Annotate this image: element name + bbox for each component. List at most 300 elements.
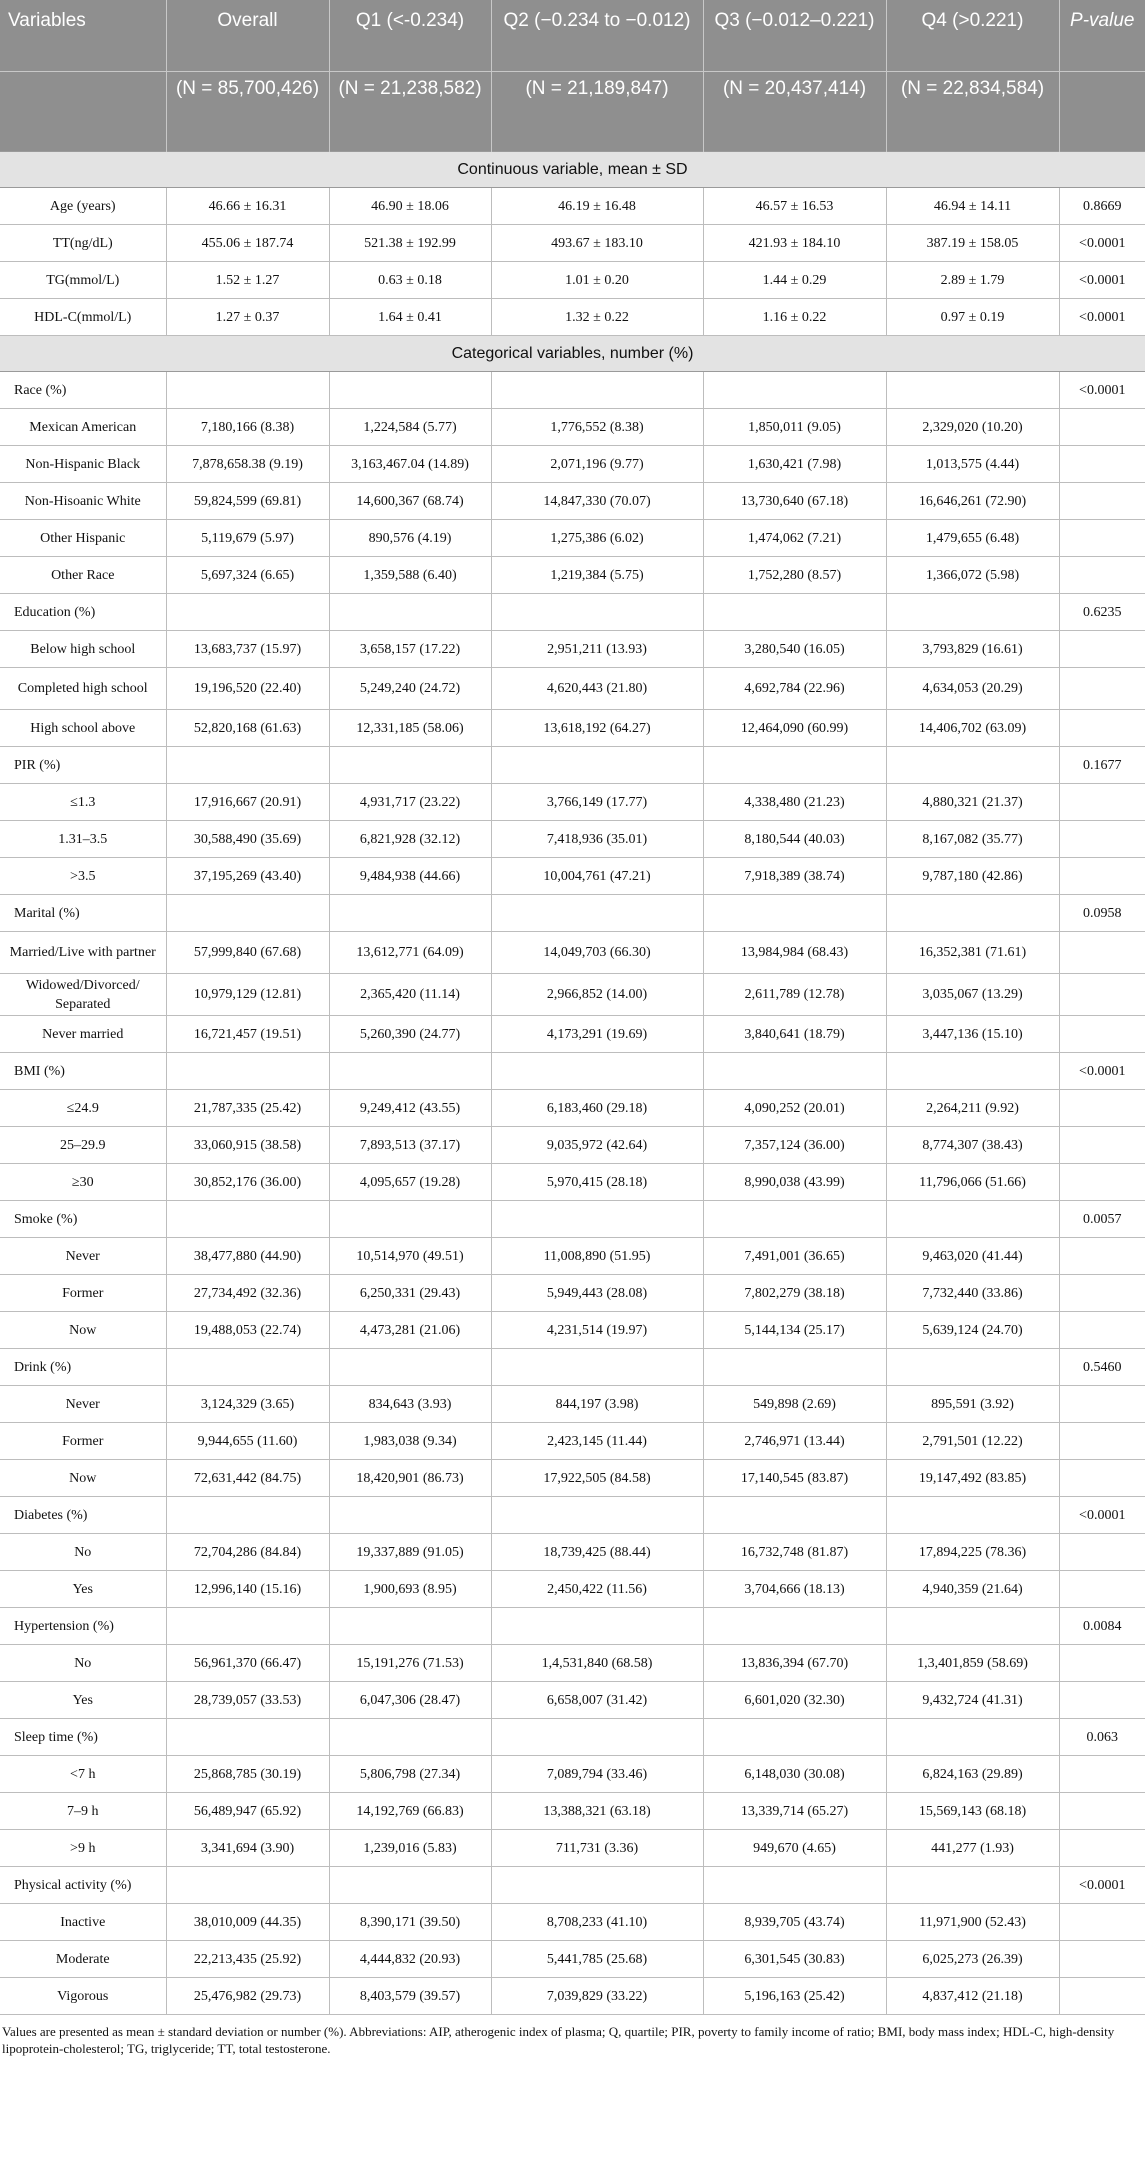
section-label: Continuous variable, mean ± SD <box>0 152 1145 188</box>
value-cell: 13,388,321 (63.18) <box>491 1793 703 1830</box>
p-value-cell <box>1059 1127 1145 1164</box>
p-value-cell: 0.5460 <box>1059 1349 1145 1386</box>
variable-label: Mexican American <box>0 409 166 446</box>
variable-label: <7 h <box>0 1756 166 1793</box>
value-cell: 1,983,038 (9.34) <box>329 1423 491 1460</box>
value-cell: 28,739,057 (33.53) <box>166 1682 329 1719</box>
p-value-cell: <0.0001 <box>1059 262 1145 299</box>
value-cell: 56,489,947 (65.92) <box>166 1793 329 1830</box>
value-cell <box>329 1867 491 1904</box>
value-cell: 13,612,771 (64.09) <box>329 932 491 974</box>
value-cell: 46.57 ± 16.53 <box>703 188 886 225</box>
section-row <box>0 152 1145 188</box>
table-row <box>0 1016 1145 1053</box>
value-cell: 7,802,279 (38.18) <box>703 1275 886 1312</box>
variable-label: Former <box>0 1275 166 1312</box>
value-cell: 1,219,384 (5.75) <box>491 557 703 594</box>
p-value-cell <box>1059 974 1145 1016</box>
value-cell <box>166 1497 329 1534</box>
value-cell: 5,970,415 (28.18) <box>491 1164 703 1201</box>
value-cell: 2,071,196 (9.77) <box>491 446 703 483</box>
value-cell: 7,089,794 (33.46) <box>491 1756 703 1793</box>
table-row <box>0 1682 1145 1719</box>
value-cell: 0.63 ± 0.18 <box>329 262 491 299</box>
header-p-value: P-value <box>1059 0 1145 72</box>
value-cell: 1.16 ± 0.22 <box>703 299 886 336</box>
value-cell: 16,646,261 (72.90) <box>886 483 1059 520</box>
table-row <box>0 1534 1145 1571</box>
value-cell: 17,916,667 (20.91) <box>166 784 329 821</box>
table-row <box>0 1978 1145 2015</box>
value-cell: 11,796,066 (51.66) <box>886 1164 1059 1201</box>
value-cell <box>886 1053 1059 1090</box>
value-cell: 30,588,490 (35.69) <box>166 821 329 858</box>
variable-label: Never <box>0 1386 166 1423</box>
variable-label: Now <box>0 1460 166 1497</box>
p-value-cell: <0.0001 <box>1059 1497 1145 1534</box>
value-cell: 2,611,789 (12.78) <box>703 974 886 1016</box>
p-value-cell <box>1059 668 1145 710</box>
value-cell <box>491 1608 703 1645</box>
variable-label: Moderate <box>0 1941 166 1978</box>
value-cell: 21,787,335 (25.42) <box>166 1090 329 1127</box>
p-value-cell <box>1059 557 1145 594</box>
p-value-cell <box>1059 1571 1145 1608</box>
value-cell <box>886 1719 1059 1756</box>
variable-label: 7–9 h <box>0 1793 166 1830</box>
p-value-cell <box>1059 446 1145 483</box>
p-value-cell <box>1059 631 1145 668</box>
p-value-cell <box>1059 1830 1145 1867</box>
p-value-cell <box>1059 1793 1145 1830</box>
value-cell: 441,277 (1.93) <box>886 1830 1059 1867</box>
header-q1: Q1 (<-0.234) <box>329 0 491 72</box>
value-cell <box>703 1719 886 1756</box>
table-row <box>0 409 1145 446</box>
header-variables: Variables <box>0 0 166 72</box>
table-row <box>0 262 1145 299</box>
table-row <box>0 1423 1145 1460</box>
value-cell: 5,441,785 (25.68) <box>491 1941 703 1978</box>
value-cell: 22,213,435 (25.92) <box>166 1941 329 1978</box>
value-cell <box>329 594 491 631</box>
value-cell: 5,196,163 (25.42) <box>703 1978 886 2015</box>
value-cell <box>491 1053 703 1090</box>
group-row <box>0 747 1145 784</box>
header-q4: Q4 (>0.221) <box>886 0 1059 72</box>
value-cell <box>166 1201 329 1238</box>
value-cell: 387.19 ± 158.05 <box>886 225 1059 262</box>
p-value-cell <box>1059 520 1145 557</box>
header-n-blank-p <box>1059 72 1145 152</box>
value-cell <box>703 1867 886 1904</box>
variable-label: ≤1.3 <box>0 784 166 821</box>
value-cell: 46.19 ± 16.48 <box>491 188 703 225</box>
value-cell: 3,840,641 (18.79) <box>703 1016 886 1053</box>
section-label: Categorical variables, number (%) <box>0 336 1145 372</box>
value-cell: 3,704,666 (18.13) <box>703 1571 886 1608</box>
value-cell: 6,250,331 (29.43) <box>329 1275 491 1312</box>
value-cell <box>491 747 703 784</box>
variable-label: Yes <box>0 1571 166 1608</box>
variable-label: Drink (%) <box>0 1349 166 1386</box>
value-cell: 19,147,492 (83.85) <box>886 1460 1059 1497</box>
value-cell: 6,821,928 (32.12) <box>329 821 491 858</box>
value-cell: 7,180,166 (8.38) <box>166 409 329 446</box>
value-cell: 37,195,269 (43.40) <box>166 858 329 895</box>
value-cell: 6,824,163 (29.89) <box>886 1756 1059 1793</box>
value-cell: 13,683,737 (15.97) <box>166 631 329 668</box>
value-cell: 1,3,401,859 (58.69) <box>886 1645 1059 1682</box>
variable-label: No <box>0 1645 166 1682</box>
value-cell: 15,569,143 (68.18) <box>886 1793 1059 1830</box>
value-cell: 4,444,832 (20.93) <box>329 1941 491 1978</box>
value-cell: 1,474,062 (7.21) <box>703 520 886 557</box>
variable-label: TT(ng/dL) <box>0 225 166 262</box>
value-cell: 6,025,273 (26.39) <box>886 1941 1059 1978</box>
table-header <box>0 0 1145 152</box>
table-row <box>0 1756 1145 1793</box>
value-cell: 2,329,020 (10.20) <box>886 409 1059 446</box>
table-row <box>0 1793 1145 1830</box>
value-cell: 1,366,072 (5.98) <box>886 557 1059 594</box>
value-cell: 5,249,240 (24.72) <box>329 668 491 710</box>
value-cell: 14,406,702 (63.09) <box>886 710 1059 747</box>
header-n-q4: (N = 22,834,584) <box>886 72 1059 152</box>
value-cell <box>329 747 491 784</box>
p-value-cell <box>1059 1682 1145 1719</box>
value-cell: 1,752,280 (8.57) <box>703 557 886 594</box>
table-row <box>0 1460 1145 1497</box>
value-cell: 13,836,394 (67.70) <box>703 1645 886 1682</box>
value-cell <box>886 895 1059 932</box>
p-value-cell <box>1059 1534 1145 1571</box>
value-cell: 12,464,090 (60.99) <box>703 710 886 747</box>
value-cell <box>886 1349 1059 1386</box>
value-cell: 7,878,658.38 (9.19) <box>166 446 329 483</box>
value-cell: 10,979,129 (12.81) <box>166 974 329 1016</box>
value-cell: 5,697,324 (6.65) <box>166 557 329 594</box>
value-cell: 16,352,381 (71.61) <box>886 932 1059 974</box>
p-value-cell <box>1059 1312 1145 1349</box>
value-cell: 25,868,785 (30.19) <box>166 1756 329 1793</box>
variable-label: Vigorous <box>0 1978 166 2015</box>
variable-label: Smoke (%) <box>0 1201 166 1238</box>
header-n-blank <box>0 72 166 152</box>
value-cell: 3,793,829 (16.61) <box>886 631 1059 668</box>
table-body <box>0 152 1145 2015</box>
header-q2: Q2 (−0.234 to −0.012) <box>491 0 703 72</box>
p-value-cell <box>1059 1238 1145 1275</box>
value-cell: 12,331,185 (58.06) <box>329 710 491 747</box>
group-row <box>0 1497 1145 1534</box>
value-cell <box>491 1201 703 1238</box>
p-value-cell <box>1059 1386 1145 1423</box>
value-cell <box>703 895 886 932</box>
value-cell: 30,852,176 (36.00) <box>166 1164 329 1201</box>
p-value-cell <box>1059 1460 1145 1497</box>
variable-label: ≤24.9 <box>0 1090 166 1127</box>
value-cell: 13,984,984 (68.43) <box>703 932 886 974</box>
p-value-cell: 0.8669 <box>1059 188 1145 225</box>
value-cell: 18,739,425 (88.44) <box>491 1534 703 1571</box>
group-row <box>0 1867 1145 1904</box>
value-cell: 9,484,938 (44.66) <box>329 858 491 895</box>
value-cell: 6,183,460 (29.18) <box>491 1090 703 1127</box>
value-cell <box>703 1497 886 1534</box>
value-cell: 8,390,171 (39.50) <box>329 1904 491 1941</box>
table-row <box>0 483 1145 520</box>
header-n-row <box>0 72 1145 152</box>
value-cell: 6,148,030 (30.08) <box>703 1756 886 1793</box>
table-row <box>0 1941 1145 1978</box>
value-cell <box>166 594 329 631</box>
value-cell: 9,249,412 (43.55) <box>329 1090 491 1127</box>
group-row <box>0 1053 1145 1090</box>
value-cell: 8,990,038 (43.99) <box>703 1164 886 1201</box>
value-cell: 2,951,211 (13.93) <box>491 631 703 668</box>
variable-label: Widowed/Divorced/ Separated <box>0 974 166 1016</box>
value-cell: 11,971,900 (52.43) <box>886 1904 1059 1941</box>
value-cell: 834,643 (3.93) <box>329 1386 491 1423</box>
p-value-cell: 0.1677 <box>1059 747 1145 784</box>
p-value-cell <box>1059 784 1145 821</box>
table-row <box>0 1127 1145 1164</box>
variable-label: Race (%) <box>0 372 166 409</box>
value-cell: 711,731 (3.36) <box>491 1830 703 1867</box>
value-cell: 14,192,769 (66.83) <box>329 1793 491 1830</box>
section-row <box>0 336 1145 372</box>
value-cell: 46.90 ± 18.06 <box>329 188 491 225</box>
value-cell <box>703 1053 886 1090</box>
table-row <box>0 1312 1145 1349</box>
p-value-cell: <0.0001 <box>1059 1053 1145 1090</box>
value-cell <box>491 1497 703 1534</box>
value-cell: 895,591 (3.92) <box>886 1386 1059 1423</box>
value-cell: 5,260,390 (24.77) <box>329 1016 491 1053</box>
value-cell: 4,620,443 (21.80) <box>491 668 703 710</box>
table-row <box>0 1090 1145 1127</box>
value-cell <box>166 1867 329 1904</box>
value-cell <box>703 1349 886 1386</box>
value-cell: 18,420,901 (86.73) <box>329 1460 491 1497</box>
variable-label: Below high school <box>0 631 166 668</box>
p-value-cell <box>1059 1090 1145 1127</box>
group-row <box>0 1719 1145 1756</box>
value-cell <box>886 594 1059 631</box>
value-cell: 8,774,307 (38.43) <box>886 1127 1059 1164</box>
value-cell: 421.93 ± 184.10 <box>703 225 886 262</box>
value-cell: 4,880,321 (21.37) <box>886 784 1059 821</box>
value-cell: 1,850,011 (9.05) <box>703 409 886 446</box>
header-overall: Overall <box>166 0 329 72</box>
value-cell <box>166 747 329 784</box>
value-cell: 33,060,915 (38.58) <box>166 1127 329 1164</box>
value-cell: 9,035,972 (42.64) <box>491 1127 703 1164</box>
value-cell: 5,144,134 (25.17) <box>703 1312 886 1349</box>
table-row <box>0 821 1145 858</box>
p-value-cell: 0.0057 <box>1059 1201 1145 1238</box>
value-cell: 3,163,467.04 (14.89) <box>329 446 491 483</box>
value-cell: 6,047,306 (28.47) <box>329 1682 491 1719</box>
value-cell: 0.97 ± 0.19 <box>886 299 1059 336</box>
value-cell <box>703 747 886 784</box>
value-cell: 13,618,192 (64.27) <box>491 710 703 747</box>
table-row <box>0 1904 1145 1941</box>
p-value-cell: <0.0001 <box>1059 299 1145 336</box>
table-row <box>0 1238 1145 1275</box>
variable-label: Sleep time (%) <box>0 1719 166 1756</box>
value-cell <box>166 895 329 932</box>
value-cell: 2,966,852 (14.00) <box>491 974 703 1016</box>
value-cell <box>329 1608 491 1645</box>
value-cell: 8,180,544 (40.03) <box>703 821 886 858</box>
value-cell: 15,191,276 (71.53) <box>329 1645 491 1682</box>
value-cell: 3,035,067 (13.29) <box>886 974 1059 1016</box>
value-cell: 56,961,370 (66.47) <box>166 1645 329 1682</box>
value-cell: 38,010,009 (44.35) <box>166 1904 329 1941</box>
table-row <box>0 1164 1145 1201</box>
value-cell: 5,806,798 (27.34) <box>329 1756 491 1793</box>
value-cell: 4,095,657 (19.28) <box>329 1164 491 1201</box>
value-cell: 19,488,053 (22.74) <box>166 1312 329 1349</box>
p-value-cell <box>1059 858 1145 895</box>
value-cell: 16,721,457 (19.51) <box>166 1016 329 1053</box>
value-cell: 2,423,145 (11.44) <box>491 1423 703 1460</box>
value-cell: 4,931,717 (23.22) <box>329 784 491 821</box>
variable-label: Married/Live with partner <box>0 932 166 974</box>
table-row <box>0 1571 1145 1608</box>
variable-label: Education (%) <box>0 594 166 631</box>
variable-label: Marital (%) <box>0 895 166 932</box>
value-cell: 1,275,386 (6.02) <box>491 520 703 557</box>
value-cell: 10,514,970 (49.51) <box>329 1238 491 1275</box>
value-cell: 2,365,420 (11.14) <box>329 974 491 1016</box>
group-row <box>0 1201 1145 1238</box>
value-cell: 1.27 ± 0.37 <box>166 299 329 336</box>
value-cell: 14,847,330 (70.07) <box>491 483 703 520</box>
value-cell: 4,837,412 (21.18) <box>886 1978 1059 2015</box>
value-cell: 9,463,020 (41.44) <box>886 1238 1059 1275</box>
group-row <box>0 1349 1145 1386</box>
value-cell: 521.38 ± 192.99 <box>329 225 491 262</box>
value-cell: 4,231,514 (19.97) <box>491 1312 703 1349</box>
p-value-cell <box>1059 409 1145 446</box>
variable-label: Other Hispanic <box>0 520 166 557</box>
value-cell <box>886 372 1059 409</box>
value-cell: 1,479,655 (6.48) <box>886 520 1059 557</box>
value-cell: 17,894,225 (78.36) <box>886 1534 1059 1571</box>
value-cell: 57,999,840 (67.68) <box>166 932 329 974</box>
value-cell <box>166 1349 329 1386</box>
p-value-cell <box>1059 1275 1145 1312</box>
value-cell <box>491 1719 703 1756</box>
value-cell: 52,820,168 (61.63) <box>166 710 329 747</box>
value-cell: 7,491,001 (36.65) <box>703 1238 886 1275</box>
table-row <box>0 668 1145 710</box>
value-cell: 7,893,513 (37.17) <box>329 1127 491 1164</box>
value-cell <box>886 1497 1059 1534</box>
table-footnote: Values are presented as mean ± standard deviation or number (%). Abbreviations: AIP, atherogenic index of plasma; Q, quartile; PIR, poverty to family income of ratio; BMI, body mass index; HDL-C, high-density lipoprotein-cholesterol; TG, triglyceride; TT, total testosterone. <box>2 2024 1115 2056</box>
value-cell: 2.89 ± 1.79 <box>886 262 1059 299</box>
value-cell: 1,900,693 (8.95) <box>329 1571 491 1608</box>
value-cell: 8,939,705 (43.74) <box>703 1904 886 1941</box>
variable-label: Physical activity (%) <box>0 1867 166 1904</box>
value-cell <box>703 1608 886 1645</box>
value-cell <box>329 1497 491 1534</box>
variable-label: Now <box>0 1312 166 1349</box>
value-cell <box>491 594 703 631</box>
table-row <box>0 784 1145 821</box>
value-cell: 10,004,761 (47.21) <box>491 858 703 895</box>
value-cell: 9,432,724 (41.31) <box>886 1682 1059 1719</box>
value-cell: 1,359,588 (6.40) <box>329 557 491 594</box>
variable-label: >3.5 <box>0 858 166 895</box>
p-value-cell <box>1059 821 1145 858</box>
value-cell: 1.01 ± 0.20 <box>491 262 703 299</box>
header-n-q3: (N = 20,437,414) <box>703 72 886 152</box>
value-cell <box>886 1201 1059 1238</box>
p-value-cell <box>1059 1941 1145 1978</box>
value-cell: 4,940,359 (21.64) <box>886 1571 1059 1608</box>
value-cell <box>329 1053 491 1090</box>
variable-label: No <box>0 1534 166 1571</box>
value-cell: 38,477,880 (44.90) <box>166 1238 329 1275</box>
value-cell: 1,239,016 (5.83) <box>329 1830 491 1867</box>
value-cell: 5,949,443 (28.08) <box>491 1275 703 1312</box>
value-cell: 4,338,480 (21.23) <box>703 784 886 821</box>
variable-label: >9 h <box>0 1830 166 1867</box>
value-cell: 5,119,679 (5.97) <box>166 520 329 557</box>
value-cell: 3,447,136 (15.10) <box>886 1016 1059 1053</box>
value-cell: 7,357,124 (36.00) <box>703 1127 886 1164</box>
value-cell: 13,339,714 (65.27) <box>703 1793 886 1830</box>
value-cell: 16,732,748 (81.87) <box>703 1534 886 1571</box>
p-value-cell <box>1059 710 1145 747</box>
value-cell: 13,730,640 (67.18) <box>703 483 886 520</box>
p-value-cell: 0.063 <box>1059 1719 1145 1756</box>
value-cell: 5,639,124 (24.70) <box>886 1312 1059 1349</box>
p-value-cell <box>1059 1016 1145 1053</box>
table-row <box>0 858 1145 895</box>
value-cell <box>703 372 886 409</box>
value-cell: 9,944,655 (11.60) <box>166 1423 329 1460</box>
value-cell: 3,124,329 (3.65) <box>166 1386 329 1423</box>
value-cell: 1,630,421 (7.98) <box>703 446 886 483</box>
value-cell <box>886 1867 1059 1904</box>
value-cell: 455.06 ± 187.74 <box>166 225 329 262</box>
value-cell: 1,224,584 (5.77) <box>329 409 491 446</box>
variable-label: Diabetes (%) <box>0 1497 166 1534</box>
variable-label: Inactive <box>0 1904 166 1941</box>
value-cell: 890,576 (4.19) <box>329 520 491 557</box>
value-cell: 19,337,889 (91.05) <box>329 1534 491 1571</box>
value-cell: 3,766,149 (17.77) <box>491 784 703 821</box>
value-cell: 2,264,211 (9.92) <box>886 1090 1059 1127</box>
value-cell: 17,922,505 (84.58) <box>491 1460 703 1497</box>
table-row <box>0 1830 1145 1867</box>
value-cell: 4,173,291 (19.69) <box>491 1016 703 1053</box>
p-value-cell <box>1059 932 1145 974</box>
value-cell: 46.94 ± 14.11 <box>886 188 1059 225</box>
value-cell <box>491 1349 703 1386</box>
value-cell: 1.44 ± 0.29 <box>703 262 886 299</box>
value-cell: 72,704,286 (84.84) <box>166 1534 329 1571</box>
value-cell: 4,090,252 (20.01) <box>703 1090 886 1127</box>
variable-label: Non-Hisoanic White <box>0 483 166 520</box>
value-cell <box>886 1608 1059 1645</box>
value-cell: 46.66 ± 16.31 <box>166 188 329 225</box>
